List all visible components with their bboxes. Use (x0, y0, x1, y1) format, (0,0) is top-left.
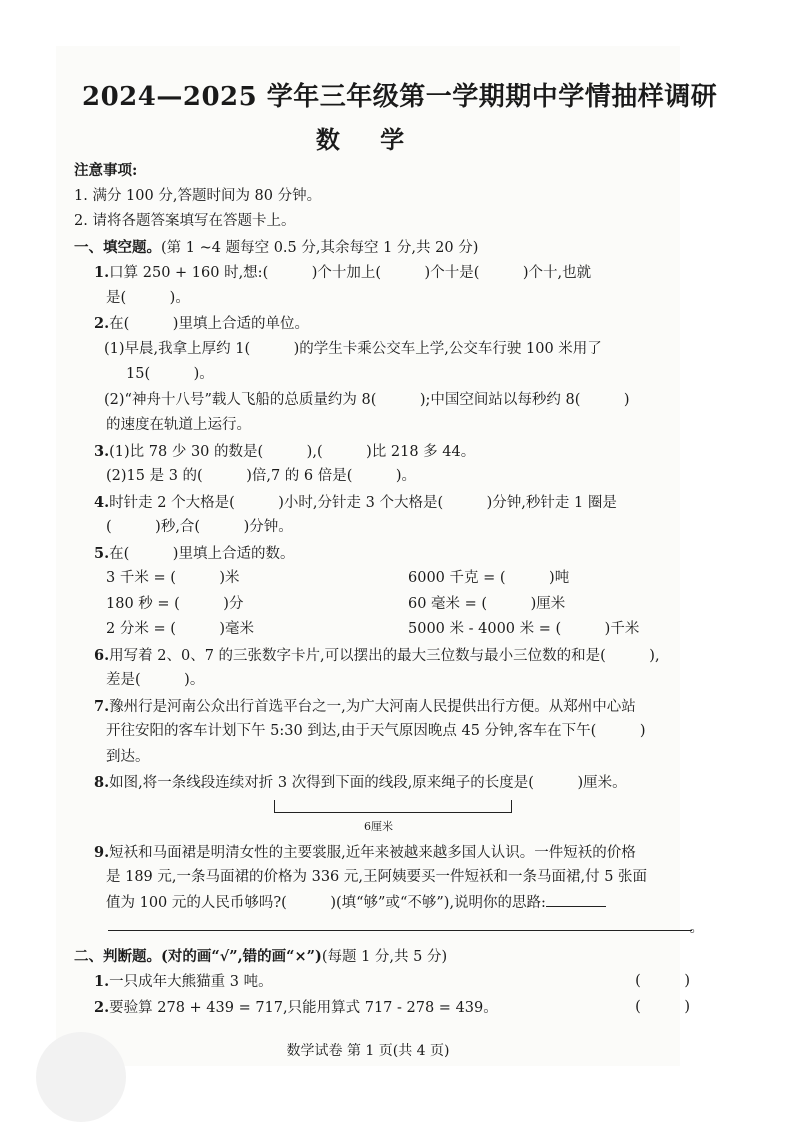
section-2-header (74, 944, 714, 970)
end-mark: 。 (689, 920, 704, 936)
question-text: (1)比 78 少 30 的数是( ),( )比 218 多 44。 (109, 443, 476, 460)
question-4-cont: ( )秒,合( )分钟。 (106, 519, 293, 535)
question-9-cont (74, 891, 714, 917)
question-number: 9. (94, 843, 110, 861)
folded-segment-figure (74, 796, 714, 840)
section-2-title: 二、判断题。(对的画“√”,错的画“×”) (74, 947, 322, 965)
conversion-row (74, 592, 714, 618)
subject-title: 数 学 (315, 125, 421, 154)
question-text: 在( )里填上合适的单位。 (109, 316, 309, 332)
line-segment (274, 800, 512, 813)
conversion-left: 2 分米 = ( )毫米 (106, 621, 255, 637)
question-number: 1. (94, 264, 110, 281)
question-number: 2. (94, 998, 110, 1016)
question-number: 1. (94, 973, 110, 990)
question-number: 3. (94, 442, 110, 460)
segment-length-label: 6厘米 (364, 819, 393, 833)
answer-bracket[interactable]: ( ) (635, 998, 690, 1015)
question-2-part-2-cont: 的速度在轨道上运行。 (106, 417, 251, 433)
exam-content (74, 158, 714, 1020)
question-6 (74, 643, 714, 669)
question-text: 短袄和马面裙是明清女性的主要裳服,近年来被越来越多国人认识。一件短袄的价格 (109, 844, 636, 861)
question-8 (74, 770, 714, 796)
question-3-part-2: (2)15 是 3 的( )倍,7 的 6 倍是( )。 (106, 468, 417, 484)
corner-shadow (36, 1032, 126, 1122)
conversion-left: 180 秒 = ( )分 (106, 595, 244, 612)
question-number: 7. (94, 697, 110, 715)
answer-blank-line[interactable] (546, 892, 606, 907)
notes-heading: 注意事项: (74, 162, 138, 179)
conversion-right: 60 毫米 = ( )厘米 (408, 595, 566, 612)
question-text: 时针走 2 个大格是( )小时,分针走 3 个大格是( )分钟,秒针走 1 圈是 (109, 494, 617, 511)
question-2-part-2: (2)“神舟十八号”载人飞船的总质量约为 8( );中国空间站以每秒约 8( ) (104, 391, 630, 408)
question-1 (74, 260, 714, 286)
judge-item (74, 969, 714, 995)
question-2-part-1-cont: 15( )。 (126, 366, 214, 382)
page-footer: 数学试卷 第 1 页(共 4 页) (286, 1043, 450, 1059)
question-text: 如图,将一条线段连续对折 3 次得到下面的线段,原来绳子的长度是( )厘米。 (109, 775, 627, 791)
note-item: 2. 请将各题答案填写在答题卡上。 (74, 213, 296, 229)
conversion-right: 5000 米 - 4000 米 = ( )千米 (408, 621, 640, 637)
conversion-row (74, 566, 714, 592)
section-1-header (74, 235, 714, 261)
question-7-cont: 到达。 (106, 748, 150, 765)
exam-page (56, 46, 718, 1066)
note-item: 1. 满分 100 分,答题时间为 80 分钟。 (74, 187, 322, 204)
question-text: 要验算 278 + 439 = 717,只能用算式 717 - 278 = 439。 (109, 999, 498, 1016)
answer-line[interactable] (108, 930, 692, 931)
question-number: 2. (94, 315, 110, 332)
question-text: 一只成年大熊猫重 3 吨。 (109, 974, 273, 990)
answer-bracket[interactable]: ( ) (635, 973, 690, 989)
judge-item (74, 995, 714, 1021)
question-number: 6. (94, 646, 110, 664)
conversion-row (74, 617, 714, 643)
question-2 (74, 311, 714, 337)
conversion-right: 6000 千克 = ( )吨 (408, 570, 570, 586)
question-9 (74, 840, 714, 866)
question-number: 4. (94, 493, 110, 511)
question-9-cont: 是 189 元,一条马面裙的价格为 336 元,王阿姨要买一件短袄和一条马面裙,付 5 张面 (106, 869, 648, 885)
question-5 (74, 541, 714, 567)
question-1-cont: 是( )。 (106, 289, 190, 306)
question-7-cont: 开往安阳的客车计划下午 5:30 到达,由于天气原因晚点 45 分钟,客车在下午( ) (106, 723, 646, 739)
section-1-scoring: (第 1 ~4 题每空 0.5 分,其余每空 1 分,共 20 分) (161, 239, 479, 256)
question-text: 用写着 2、0、7 的三张数字卡片,可以摆出的最大三位数与最小三位数的和是( ), (109, 647, 660, 664)
conversion-left: 3 千米 = ( )米 (106, 570, 240, 586)
section-1-title: 一、填空题。 (74, 238, 161, 256)
question-number: 5. (94, 544, 110, 562)
section-2-scoring: (每题 1 分,共 5 分) (321, 948, 448, 965)
question-3 (74, 439, 714, 465)
question-text: 在( )里填上合适的数。 (109, 545, 295, 562)
answer-line-row (74, 916, 714, 942)
question-number: 8. (94, 774, 110, 791)
question-text: 口算 250 + 160 时,想:( )个十加上( )个十是( )个十,也就 (109, 265, 592, 281)
question-7 (74, 694, 714, 720)
question-2-part-1: (1)早晨,我拿上厚约 1( )的学生卡乘公交车上学,公交车行驶 100 米用了 (104, 340, 602, 357)
question-6-cont: 差是( )。 (106, 672, 205, 688)
question-text: 豫州行是河南公众出行首选平台之一,为广大河南人民提供出行方便。从郑州中心站 (109, 698, 636, 715)
question-4 (74, 490, 714, 516)
question-text: 值为 100 元的人民币够吗?( )(填“够”或“不够”),说明你的思路: (106, 894, 546, 911)
exam-title: 2024—2025 学年三年级第一学期期中学情抽样调研 (82, 82, 718, 112)
